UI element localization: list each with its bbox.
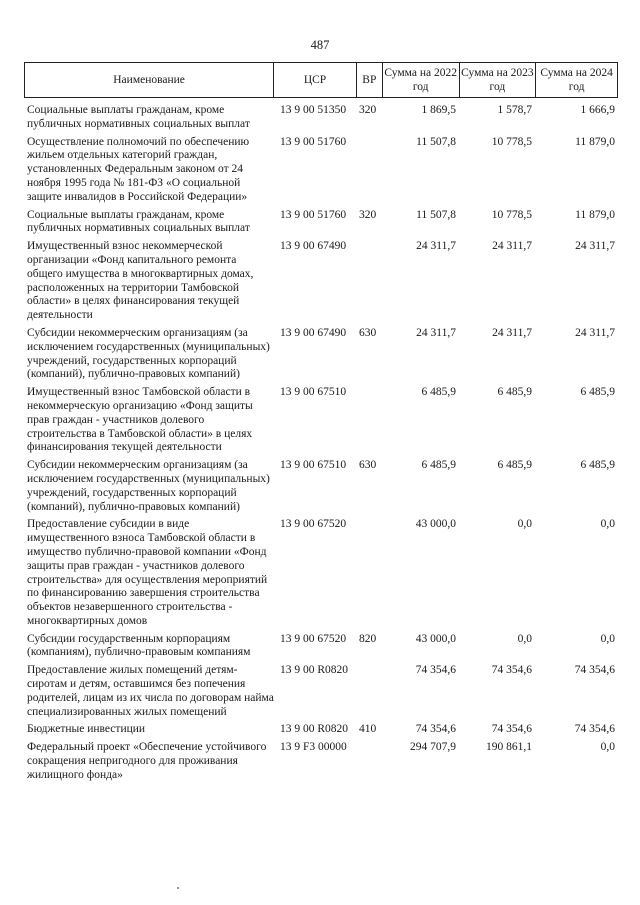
- row-name: Имущественный взнос некоммерческой организации «Фонд капитального ремонта общего имущества в многоквартирных домах, расположенных на территории Тамбовской области» в целях финансирования текущей деятельности: [27, 240, 254, 322]
- row-sum-2024: 24 311,7: [575, 326, 615, 339]
- row-vr: [357, 136, 383, 205]
- row-sum-2023: 190 861,1: [486, 741, 532, 754]
- table-row: [24, 327, 618, 382]
- row-name: Осуществление полномочий по обеспечению жильем отдельных категорий граждан, установленных Федеральным законом от 24 ноября 1995 года № 181-ФЗ «О социальной защите инвалидов в Российской Федерации»: [27, 135, 250, 203]
- table-row: [24, 633, 618, 661]
- row-sum-2023: 10 778,5: [491, 208, 532, 221]
- row-sum-2022: 294 707,9: [410, 741, 456, 754]
- header-vr: ВР: [357, 63, 383, 97]
- row-sum-2022: 43 000,0: [415, 518, 456, 531]
- header-csr: ЦСР: [274, 63, 357, 97]
- table-row: [24, 741, 618, 782]
- row-sum-2023: 0,0: [517, 632, 532, 645]
- scan-dot: [177, 887, 179, 889]
- row-sum-2022: 11 507,8: [416, 208, 456, 221]
- row-csr: 13 9 00 R0820: [280, 723, 349, 736]
- row-csr: 13 9 00 67510: [280, 386, 347, 399]
- row-vr: 630: [359, 459, 377, 472]
- row-vr: 820: [359, 632, 377, 645]
- row-sum-2022: 74 354,6: [415, 664, 456, 677]
- row-sum-2023: 24 311,7: [492, 240, 532, 253]
- row-sum-2022: 6 485,9: [421, 459, 456, 472]
- row-csr: 13 9 00 51760: [280, 135, 347, 148]
- row-vr: 320: [359, 104, 377, 116]
- row-sum-2024: 6 485,9: [580, 459, 615, 472]
- row-vr: 410: [359, 723, 377, 736]
- table-row: [24, 240, 618, 323]
- table-row: [24, 209, 618, 237]
- row-sum-2022: 43 000,0: [415, 632, 456, 645]
- row-name: Предоставление субсидии в виде имущественного взноса Тамбовской области в имущество публично-правовой компании «Фонд защиты прав граждан - участников долевого строительства» для осуществления мероприятий по финансированию завершения строительства объектов незавершенного строительства - многоквартирных домов: [27, 518, 268, 627]
- row-sum-2023: 1 578,7: [497, 104, 532, 116]
- row-csr: 13 9 00 67520: [280, 518, 347, 531]
- row-sum-2023: 10 778,5: [491, 135, 532, 148]
- table-row: [24, 104, 618, 132]
- row-sum-2024: 11 879,0: [575, 135, 615, 148]
- row-vr: [357, 741, 383, 782]
- row-name: Социальные выплаты гражданам, кроме публичных нормативных социальных выплат: [27, 104, 250, 130]
- row-vr: 630: [359, 326, 377, 339]
- row-csr: 13 9 00 51350: [280, 104, 347, 116]
- row-name: Социальные выплаты гражданам, кроме публичных нормативных социальных выплат: [27, 208, 250, 235]
- row-sum-2023: 0,0: [517, 518, 532, 531]
- row-sum-2024: 6 485,9: [580, 386, 615, 399]
- header-sum-2022: Сумма на 2022 год: [383, 63, 460, 97]
- header-name: Наименование: [25, 63, 274, 97]
- table-row: [24, 664, 618, 719]
- row-sum-2022: 74 354,6: [415, 723, 456, 736]
- row-sum-2023: 24 311,7: [492, 326, 532, 339]
- row-sum-2024: 0,0: [600, 518, 615, 531]
- row-sum-2023: 74 354,6: [491, 664, 532, 677]
- header-sum-2023: Сумма на 2023 год: [460, 63, 537, 97]
- row-sum-2023: 74 354,6: [491, 723, 532, 736]
- table-row: [24, 136, 618, 205]
- row-csr: 13 9 00 67490: [280, 240, 347, 253]
- table-row: [24, 723, 618, 737]
- row-csr: 13 9 00 51760: [280, 208, 347, 221]
- row-sum-2024: 74 354,6: [574, 664, 615, 677]
- table-header: [24, 62, 618, 98]
- row-sum-2024: 0,0: [600, 632, 615, 645]
- row-sum-2022: 6 485,9: [421, 386, 456, 399]
- row-vr: 320: [359, 208, 377, 221]
- row-name: Предоставление жилых помещений детям-сиротам и детям, оставшимся без попечения родителей, лицам из их числа по договорам найма специализированных жилых помещений: [27, 664, 274, 718]
- row-sum-2022: 11 507,8: [416, 135, 456, 148]
- row-sum-2022: 24 311,7: [416, 326, 456, 339]
- row-csr: 13 9 00 67490: [280, 326, 347, 339]
- page-number: 487: [310, 38, 330, 52]
- row-sum-2024: 1 666,9: [580, 104, 615, 116]
- row-vr: [357, 664, 383, 719]
- row-name: Имущественный взнос Тамбовской области в некоммерческую организацию «Фонд защиты прав граждан - участников долевого строительства в Тамбовской области» в целях финансирования текущей деятельности: [27, 386, 253, 454]
- row-name: Федеральный проект «Обеспечение устойчивого сокращения непригодного для проживания жилищного фонда»: [27, 741, 267, 781]
- row-name: Субсидии государственным корпорациям (компаниям), публично-правовым компаниям: [27, 632, 251, 659]
- row-csr: 13 9 F3 00000: [280, 741, 347, 754]
- table-row: [24, 518, 618, 628]
- row-vr: [357, 518, 383, 628]
- row-sum-2024: 24 311,7: [575, 240, 615, 253]
- row-vr: [357, 240, 383, 323]
- row-sum-2022: 24 311,7: [416, 240, 456, 253]
- row-sum-2023: 6 485,9: [497, 386, 532, 399]
- row-sum-2024: 0,0: [600, 741, 615, 754]
- table-row: [24, 386, 618, 455]
- row-name: Бюджетные инвестиции: [27, 723, 146, 736]
- row-sum-2024: 11 879,0: [575, 208, 615, 221]
- row-sum-2024: 74 354,6: [574, 723, 615, 736]
- row-sum-2023: 6 485,9: [497, 459, 532, 472]
- row-sum-2022: 1 869,5: [421, 104, 456, 116]
- table-row: [24, 459, 618, 514]
- table-body: [24, 104, 618, 783]
- row-vr: [357, 386, 383, 455]
- header-sum-2024: Сумма на 2024 год: [540, 67, 613, 93]
- row-csr: 13 9 00 R0820: [280, 664, 349, 677]
- row-name: Субсидии некоммерческим организациям (за исключением государственных (муниципальных) учреждений, государственных корпораций (компаний), публично-правовых компаний): [27, 326, 270, 381]
- row-csr: 13 9 00 67510: [280, 459, 347, 472]
- row-name: Субсидии некоммерческим организациям (за исключением государственных (муниципальных) учреждений, государственных корпораций (компаний), публично-правовых компаний): [27, 459, 270, 513]
- row-csr: 13 9 00 67520: [280, 632, 347, 645]
